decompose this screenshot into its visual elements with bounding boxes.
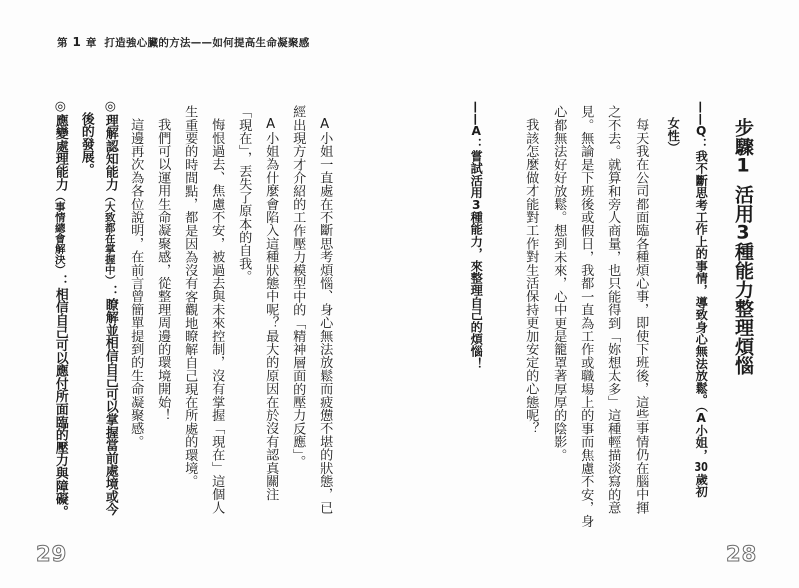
upright-run: 3 [736, 223, 750, 243]
question-line: ——Q：我不斷思考工作上的事情，導致身心無法放鬆。（A小姐，30歲初 [694, 101, 709, 498]
ability-line [103, 99, 116, 516]
upright-run: Q [696, 125, 707, 138]
page-number-left: 29 [36, 542, 68, 566]
ability-label: ◎理解認知能力 [102, 99, 118, 191]
body-line: 我該怎麼做才能對工作對生活保持更加安定的心態呢？ [523, 118, 539, 435]
body-line: 我們可以運用生命凝聚感，從整理周邊的環境開始！ [155, 118, 171, 422]
body-line: 心都無法好好放鬆。想到未來，心中更是籠罩著厚厚的陰影。 [551, 105, 567, 462]
ability-line [53, 99, 66, 518]
ability-note: （大致都在掌握中） [103, 190, 116, 286]
body-line: 悔恨過去、焦慮不安，被過去與未來控制，沒有掌握「現在」這個人 [209, 118, 225, 515]
ability-desc: ：相信自己可以應付所面臨的壓力與障礙。 [52, 274, 68, 518]
body-line: A小姐為什麼會陷入這種狀態中呢？最大的原因在於沒有認真關注 [263, 118, 279, 501]
body-line: 之不去。就算和旁人商量，也只能得到「妳想太多」這種輕描淡寫的意 [605, 105, 621, 515]
ability-label: ◎應變處理能力 [52, 99, 68, 191]
chapter-suffix: 章 [85, 37, 97, 49]
ability-note: （事情總會解決） [53, 190, 66, 275]
question-line-continued: 女性） [666, 117, 681, 154]
step-title: 活用3種能力整理煩惱 [732, 185, 754, 376]
body-line: 每天我在公司都面臨各種煩心事，即使下班後，這些事情仍在腦中揮 [633, 118, 649, 515]
upright-run: A [471, 125, 481, 138]
upright-run: 30 [694, 460, 708, 474]
answer-line: ——A：嘗試活用3種能力，來整理自己的煩惱！ [469, 101, 484, 370]
upright-run: 1 [736, 156, 750, 175]
upright-run: 3 [471, 198, 481, 211]
chapter-title: 打造強心臟的方法——如何提高生命凝聚感 [104, 37, 310, 49]
ability-desc-continued: 後的發展。 [78, 112, 94, 176]
upright-run: A [696, 412, 706, 425]
upright-run: A [266, 118, 276, 132]
upright-run: A [320, 118, 330, 132]
body-line: A小姐一直處在不斷思考煩惱、身心無法放鬆而疲憊不堪的狀態，已 [317, 118, 333, 515]
ability-desc: ：瞭解並相信自己可以掌握當前處境或今 [102, 285, 118, 516]
body-line: 這邊再次為各位說明，在前言曾簡單提到的生命凝聚感。 [128, 118, 144, 449]
body-line: 經出現方才介紹的工作壓力模型中的「精神層面的壓力反應」。 [290, 105, 306, 468]
chapter-prefix: 第 [57, 37, 68, 49]
page-number-right: 28 [726, 542, 758, 566]
body-line: 「現在」，丟失了原本的自我。 [236, 105, 252, 284]
body-line: 見。無論是下班後或假日，我都一直為工作或職場上的事而焦慮不安，身 [578, 105, 594, 528]
chapter-running-head [57, 35, 310, 50]
body-line: 生重要的時間點，都是因為沒有客觀地瞭解自己現在所處的環境。 [182, 105, 198, 488]
step-heading [733, 118, 752, 375]
step-label: 步驟1 [732, 118, 754, 175]
chapter-number: 1 [72, 35, 81, 49]
